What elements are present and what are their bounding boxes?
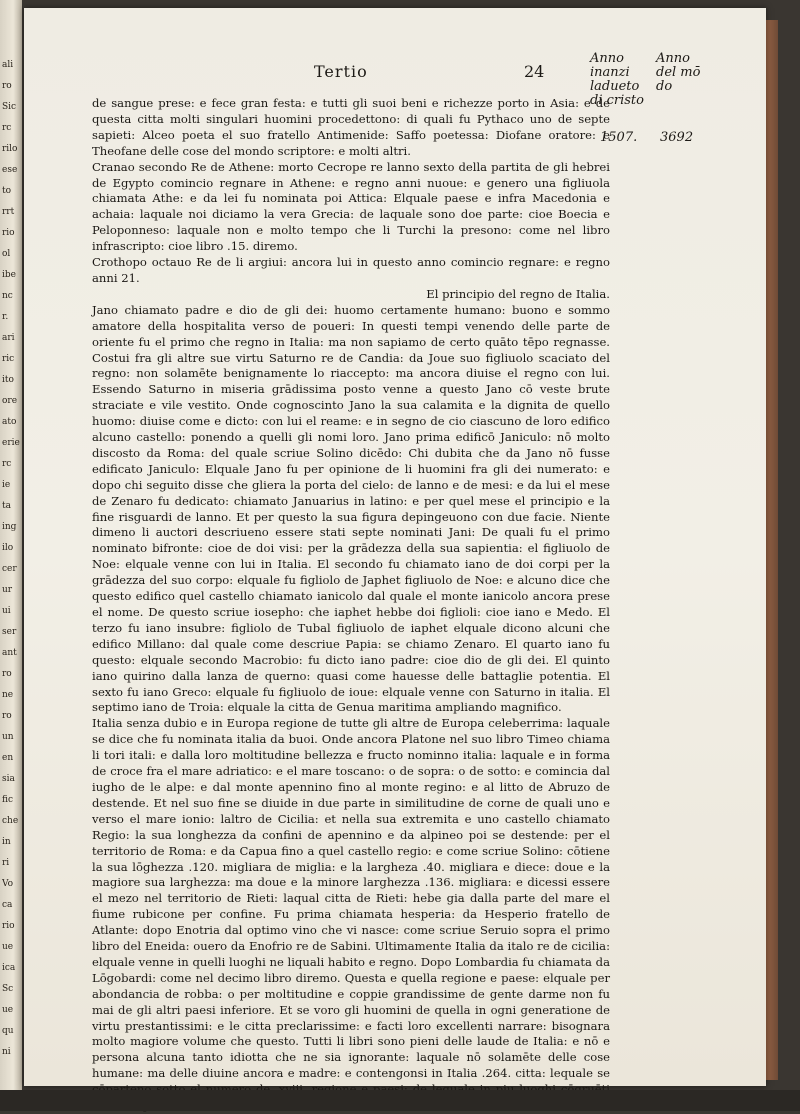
facing-page-fragment: ant xyxy=(2,648,17,658)
facing-page-fragment: Sic xyxy=(2,102,17,112)
facing-page-fragment: un xyxy=(2,732,14,742)
background-shadow xyxy=(0,1090,800,1111)
facing-page-edge xyxy=(0,0,22,1111)
facing-page-fragment: ol xyxy=(2,249,11,259)
facing-page-fragment: ito xyxy=(2,375,14,385)
facing-page-fragment: ur xyxy=(2,585,13,595)
facing-page-fragment: ni xyxy=(2,1047,11,1057)
facing-page-fragment: ato xyxy=(2,417,17,427)
facing-page-fragment: cer xyxy=(2,564,17,574)
facing-page-fragment: ica xyxy=(2,963,16,973)
facing-page-fragment: ari xyxy=(2,333,15,343)
facing-page-fragment: ese xyxy=(2,165,18,175)
book-page xyxy=(24,8,766,1086)
facing-page-fragment: en xyxy=(2,753,14,763)
facing-page-fragment: ore xyxy=(2,396,18,406)
facing-page-fragment: ali xyxy=(2,60,14,70)
facing-page-fragment: ric xyxy=(2,354,15,364)
facing-page-fragment: nc xyxy=(2,291,13,301)
year-before-christ: 1507. xyxy=(600,130,638,145)
paragraph: Crothopo octauo Re de li argiui: ancora lui in questo anno comincio regnare: e regno anni 21. xyxy=(92,255,610,285)
facing-page-fragment: ui xyxy=(2,606,11,616)
margin-label: do xyxy=(656,79,673,94)
facing-page-fragment: fic xyxy=(2,795,14,805)
facing-page-fragment: ro xyxy=(2,711,12,721)
facing-page-fragment: r. xyxy=(2,312,9,322)
facing-page-fragment: ue xyxy=(2,1005,14,1015)
facing-page-fragment: Vo xyxy=(2,879,14,889)
paragraph: Cranao secondo Re de Athene: morto Cecrope re lanno sexto della partita de gli hebrei de Egypto comincio regnare in Athene: e regno anni nuoue: e genero una figliuola chiamata Athe: e da lei fu nominata poi Attica: Elquale paese e infra Macedonia e achaia: laquale noi diciamo la vera Grecia: de laquale sono doe parte: cioe Boecia e Peloponneso: laquale non e molto tempo che li Turchi la presono: come nel libro infrascripto: cioe libro .15. diremo. xyxy=(92,159,610,254)
facing-page-fragment: rio xyxy=(2,228,15,238)
margin-label: di cristo xyxy=(590,93,644,108)
facing-page-fragment: ro xyxy=(2,81,12,91)
facing-page-fragment: Sc xyxy=(2,984,14,994)
facing-page-fragment: qu xyxy=(2,1026,14,1036)
facing-page-fragment: rio xyxy=(2,921,15,931)
facing-page-fragment: ne xyxy=(2,690,14,700)
facing-page-fragment: ro xyxy=(2,669,12,679)
paragraph: de sangue prese: e fece gran festa: e tutti gli suoi beni e richezze porto in Asia: e de questa citta molti singulari huomini procedettono: di quali fu Pythaco uno de septe sapieti: Alceo poeta el suo fratello Antimenide: Saffo poetessa: Diofane oratore: e Theofane delle cose del mondo scriptore: e molti altri. xyxy=(92,96,610,158)
margin-column-anno-del-mondo xyxy=(656,52,716,94)
folio-number: 24 xyxy=(524,62,545,81)
facing-page-fragment: rilo xyxy=(2,144,18,154)
facing-page-fragment: rc xyxy=(2,123,12,133)
facing-page-fragment: ri xyxy=(2,858,10,868)
facing-page-fragment: erie xyxy=(2,438,20,448)
margin-label: Anno xyxy=(590,51,624,66)
facing-page-fragment: che xyxy=(2,816,19,826)
year-of-world: 3692 xyxy=(660,130,694,145)
facing-page-fragment: ing xyxy=(2,522,17,532)
margin-label: inanzi xyxy=(590,65,630,80)
facing-page-fragment: in xyxy=(2,837,11,847)
facing-page-fragment: ibe xyxy=(2,270,16,280)
facing-page-fragment: ta xyxy=(2,501,11,511)
facing-page-fragment: sia xyxy=(2,774,15,784)
body-text xyxy=(92,96,610,1114)
margin-label: del mō xyxy=(656,65,701,80)
facing-page-fragment: rrt xyxy=(2,207,15,217)
facing-page-fragment: rc xyxy=(2,459,12,469)
running-header: Tertio xyxy=(314,62,368,81)
facing-page-fragment: ser xyxy=(2,627,17,637)
margin-label: ladueto xyxy=(590,79,640,94)
margin-label: Anno xyxy=(656,51,690,66)
section-heading: El principio del regno de Italia. xyxy=(426,286,610,301)
facing-page-fragment: to xyxy=(2,186,12,196)
facing-page-fragment: ie xyxy=(2,480,11,490)
facing-page-fragment: ca xyxy=(2,900,13,910)
facing-page-fragment: ue xyxy=(2,942,14,952)
paragraph: Italia senza dubio e in Europa regione de tutte gli altre de Europa celeberrima: laquale se dice che fu nominata italia da buoi. Onde ancora Platone nel suo libro Timeo chiama li tori itali: e dalla loro moltitudine bellezza e fructo nominno italia: laquale e in forma de croce fra el mare adriatico: e el mare toscano: o de sopra: o de sotto: e comincia dal iugho de le alpe: e dal monte apennino fino al monte regino: e al litto de Abruzo de destende. Et nel suo fine se diuide in due parte in similitudine de corne de quali uno e verso el mare ionio: laltro de Cicilia: et nella sua extremita e uno castello chiamato Regio: la sua longhezza da confini de apennino e da alpineo poi se destende: per el territorio de Roma: e da Capua fino a quel castello regio: e come scriue Solino: cōtiene la sua lōghezza .120. migliara de miglia: e la largheza .40. migliara e diece: doue e la magiore sua larghezza: ma doue e la minore larghezza .136. migliara: e dicessi essere el mezo nel territorio de Rieti: laqual citta de Rieti: hebe gia dalla parte del mare el fiume rubicone per confine. Fu prima chiamata hesperia: da Hesperio fratello de Atlante: dopo Enotria dal optimo vino che vi nasce: come scriue Seruio sopra el primo libro del Eneida: ouero da Enofrio re de Sabini. Ultimamente Italia da italo re de cicilia: elquale venne in quelli luoghi ne liquali habito e regno. Dopo Lombardia fu chiamata da Lōgobardi: come nel decimo libro diremo. Questa e quella regione e paese: elquale per abondancia de robba: o per moltitudine e coppie grandissime de gente darme non fu mai de gli altri paesi inferiore. Et se voro gli huomini de quella in ogni generatione de virtu prestantissimi: e le citta preclarissime: e facti loro excellenti narrare: bisognara molto magiore volume che questo. Tutti li libri sono pieni delle laude de Italia: e nō e persona alcuna tanto idiotta che ne sia ignorante: laquale nō solamēte delle cose humane: ma delle diuine ancora e madre: e contengonsi in Italia .264. citta: lequale se xyxy=(92,716,610,1081)
paragraph: Jano chiamato padre e dio de gli dei: huomo certamente humano: buono e sommo amatore della hospitalita verso de poueri: In questi tempi venendo delle parte de oriente fu el primo che regno in Italia: ma non sapiamo de certo quāto tēpo regnasse. Costui fra gli altre sue virtu Saturno re de Candia: da Joue suo figliuolo scaciato del regno: non solamēte benignamente lo riaccepto: ma ancora diuise el regno con lui. Essendo Saturno in miseria grādissima posto venne a questo Jano cō veste brute straciate e vile vestito. Onde cognoscinto Jano la sua calamita e la dignita de quello huomo: diuise come e dicto: con lui el reame: e in segno de cio ciascuno de loro edifico alcuno castello: ponendo a quelli gli nomi loro. Jano prima edificō Janiculo: nō molto discosto da Roma: del quale scriue Solino dicēdo: Chi dubita che da Jano nō fusse edificato Janiculo: Elquale Jano fu per opinione de li huomini fra gli dei numerato: e dopo chi seguito disse che gliera la porta del cielo: de lanno e de mesi: e da lui el mese de Zenaro fu dedicato: chiamato Januarius in latino: e per quel mese el principio e la fine risguardi de lanno. Et per questo la sua figura depingeuono con due facie. Niente dimeno li auctori descriueno essere stati septe nominati Jani: De quali fu el primo nominato bifronte: cioe de doi visi: per la grādezza della sua sapientia: el figliuolo de Noe: elquale venne con lui in Italia. El secondo fu chiamato iano de doi corpi per la grādezza del suo corpo: elquale fu figliolo de Japhet figliuolo de Noe: e alcuno dice che questo edifico quel castello chiamato ianicolo dal quale el monte ianicolo ancora prese el nome. De questo scriue iosepho: che iaphet hebbe doi figlioli: cioe iano e Medo. El terzo fu iano insubre: figliolo de Tubal figliuolo de iaphet elquale dicono alcuni che edifico Millano: dal quale come descriue Papia: se chiamo Zenaro. El quarto iano fu questo: elquale secondo Macrobio: fu dicto iano padre: cioe dio de gli dei. El quinto iano quirino dalla lanza de querno: quasi come hauesse delle battaglie potentia. El sexto fu iano Greco: elquale fu figliuolo de ioue: elquale venne con Saturno in italia. El septimo iano de Troia: elquale la citta de Genua maritima ampliando magnifico. xyxy=(92,302,610,715)
facing-page-fragment: ilo xyxy=(2,543,14,553)
